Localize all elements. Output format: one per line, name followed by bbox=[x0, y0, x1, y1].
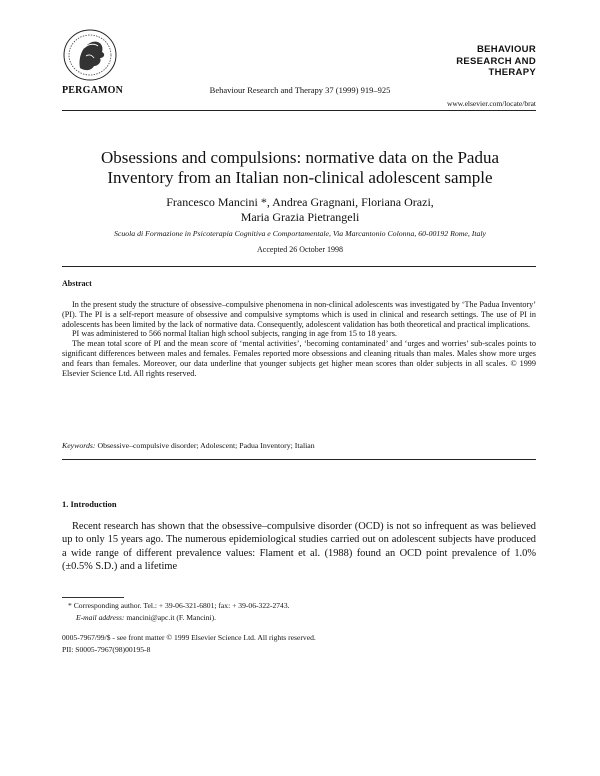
journal-citation: Behaviour Research and Therapy 37 (1999) 919–925 bbox=[209, 85, 391, 95]
authors-line: Francesco Mancini *, Andrea Gragnani, Floriana Orazi, bbox=[166, 195, 434, 209]
pii-line: PII: S0005-7967(98)00195-8 bbox=[62, 645, 151, 654]
journal-name-line: BEHAVIOUR bbox=[477, 44, 536, 55]
header-divider bbox=[62, 110, 536, 111]
article-title bbox=[0, 148, 600, 188]
article-authors bbox=[0, 195, 600, 225]
abstract-paragraph: In the present study the structure of obsessive–compulsive phenomena in non-clinical adolescents was investigated by ‘The Padua Inventory’ (PI). The PI is a self-report measure of obsessive and compulsive symptoms which is used in clinical and research settings. The use of PI in adolescents has been limited by the lack of normative data. Consequently, adolescent validation has both theoretical and practical implications. bbox=[62, 300, 536, 329]
abstract-body bbox=[62, 300, 536, 378]
publisher-name: PERGAMON bbox=[62, 85, 124, 96]
footnote-divider bbox=[62, 597, 124, 598]
keywords bbox=[62, 441, 536, 450]
email-address-link[interactable]: mancini@apc.it (F. Mancini). bbox=[124, 613, 217, 622]
corresponding-author-footnote: * Corresponding author. Tel.: + 39-06-321-6801; fax: + 39-06-322-2743. bbox=[68, 601, 290, 610]
keywords-label: Keywords: bbox=[62, 441, 96, 450]
abstract-top-divider bbox=[62, 266, 536, 267]
email-label: E-mail address: bbox=[76, 613, 125, 622]
authors-line: Maria Grazia Pietrangeli bbox=[240, 210, 360, 224]
keywords-text: Obsessive–compulsive disorder; Adolescent; Padua Inventory; Italian bbox=[95, 441, 315, 450]
abstract-heading: Abstract bbox=[62, 279, 92, 288]
introduction-paragraph: Recent research has shown that the obsessive–compulsive disorder (OCD) is not so infrequent as was believed up to only 15 years ago. The numerous epidemiological studies carried out on adolescent subjects have produced a wide range of different prevalence values: Flament et al. (1988) found an OCD point prevalence of 1.0% (±0.5% S.D.) and a lifetime bbox=[62, 521, 536, 572]
affiliation: Scuola di Formazione in Psicoterapia Cognitiva e Comportamentale, Via Marcantonio Colonna, 60-00192 Rome, Italy bbox=[113, 229, 487, 238]
section-heading-introduction: 1. Introduction bbox=[62, 499, 117, 509]
article-title-line: Obsessions and compulsions: normative data on the Padua bbox=[100, 148, 500, 167]
abstract-bottom-divider bbox=[62, 459, 536, 460]
copyright-line: 0005-7967/99/$ - see front matter © 1999 Elsevier Science Ltd. All rights reserved. bbox=[62, 633, 316, 642]
journal-name-line: THERAPY bbox=[488, 67, 536, 78]
journal-url-link[interactable]: www.elsevier.com/locate/brat bbox=[446, 99, 536, 108]
abstract-paragraph: The mean total score of PI and the mean score of ‘mental activities’, ‘becoming contaminated’ and ‘urges and worries’ sub-scales points to significant differences between males and females. Females reported more obsessions and cleaning rituals than males. Males show more urges and fears than females. Moreover, our data underline that younger subjects get higher mean scores than older subjects in all scales. © 1999 Elsevier Science Ltd. All rights reserved. bbox=[62, 339, 536, 378]
journal-name-line: RESEARCH AND bbox=[456, 55, 536, 67]
journal-name bbox=[456, 44, 536, 79]
email-footnote bbox=[76, 613, 216, 622]
article-title-line: Inventory from an Italian non-clinical adolescent sample bbox=[107, 168, 493, 187]
accepted-date: Accepted 26 October 1998 bbox=[257, 245, 343, 254]
abstract-paragraph: PI was administered to 566 normal Italian high school subjects, ranging in age from 15 to 18 years. bbox=[72, 329, 397, 339]
publisher-logo-icon bbox=[62, 28, 118, 82]
